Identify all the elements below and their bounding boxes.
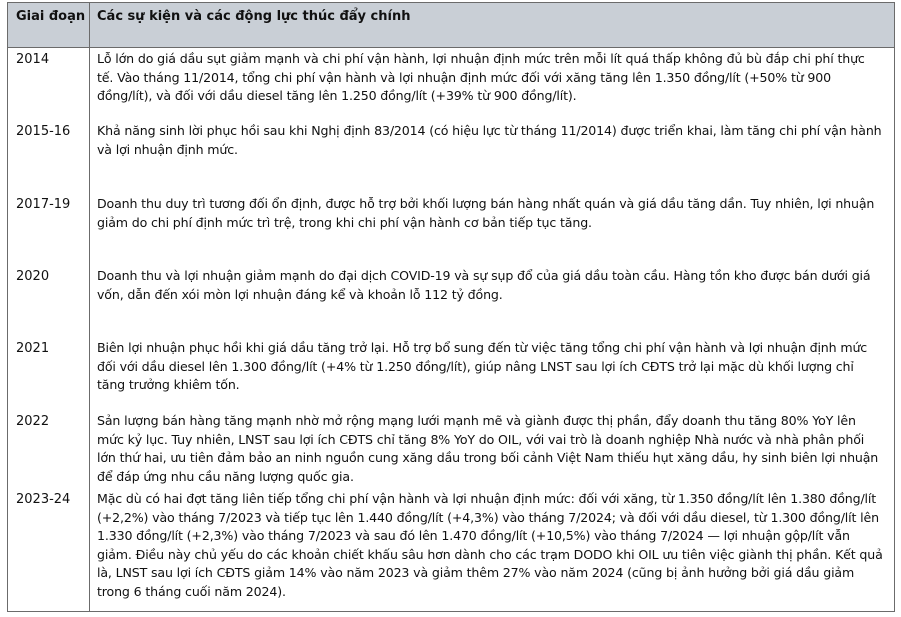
row-period: 2020 — [16, 269, 50, 284]
row-period: 2015-16 — [16, 124, 71, 139]
table-row — [8, 48, 894, 120]
events-table — [7, 2, 895, 612]
table-header — [8, 3, 894, 48]
table-row — [8, 410, 894, 488]
row-description: Khả năng sinh lời phục hồi sau khi Nghị định 83/2014 (có hiệu lực từ tháng 11/2014) được triển khai, làm tăng chi phí vận hành và lợi nhuận định mức. — [97, 123, 882, 157]
row-description: Sản lượng bán hàng tăng mạnh nhờ mở rộng mạng lưới mạnh mẽ và giành được thị phần, đẩy doanh thu tăng 80% YoY lên mức kỷ lục. Tuy nhiên, LNST sau lợi ích CĐTS chỉ tăng 8% YoY do OIL, với vai trò là doanh nghiệp Nhà nước và nhà phân phối lớn thứ hai, ưu tiên đảm bảo an ninh nguồn cung xăng dầu trong bối cảnh Việt Nam thiếu hụt xăng dầu, hy sinh biên lợi nhuận để đáp ứng nhu cầu năng lượng quốc gia. — [97, 413, 879, 484]
row-period: 2017-19 — [16, 197, 71, 212]
row-description: Doanh thu duy trì tương đối ổn định, được hỗ trợ bởi khối lượng bán hàng nhất quán và giá dầu tăng dần. Tuy nhiên, lợi nhuận giảm do chi phí định mức trì trệ, trong khi chi phí vận hành cơ bản tiếp tục tăng. — [97, 196, 875, 230]
table-row — [8, 488, 894, 611]
row-description: Lỗ lớn do giá dầu sụt giảm mạnh và chi phí vận hành, lợi nhuận định mức trên mỗi lít quá thấp không đủ bù đắp chi phí thực tế. Vào tháng 11/2014, tổng chi phí vận hành và lợi nhuận định mức đối với xăng tăng lên 1.350 đồng/lít (+50% từ 900 đồng/lít), và đối với dầu diesel tăng lên 1.250 đồng/lít (+39% từ 900 đồng/lít). — [97, 51, 865, 103]
table-row — [8, 265, 894, 337]
table-row — [8, 120, 894, 193]
row-period: 2023-24 — [16, 492, 71, 507]
table-row — [8, 337, 894, 410]
table-row — [8, 193, 894, 265]
header-period: Giai đoạn — [16, 9, 86, 24]
row-description: Mặc dù có hai đợt tăng liên tiếp tổng chi phí vận hành và lợi nhuận định mức: đối với xăng, từ 1.350 đồng/lít lên 1.380 đồng/lít (+2,2%) vào tháng 7/2023 và tiếp tục lên 1.440 đồng/lít (+4,3%) vào tháng 7/2024; và đối với dầu diesel, từ 1.300 đồng/lít lên 1.330 đồng/lít (+2,3%) vào tháng 7/2023 và sau đó lên 1.470 đồng/lít (+10,5%) vào tháng 7/2024 — lợi nhuận gộp/lít vẫn giảm. Điều này chủ yếu do các khoản chiết khấu sâu hơn dành cho các trạm DODO khi OIL ưu tiên việc giành thị phần. Kết quả là, LNST sau lợi ích CĐTS giảm 14% vào năm 2023 và giảm thêm 27% vào năm 2024 (cũng bị ảnh hưởng bởi giá dầu giảm trong 6 tháng cuối năm 2024). — [97, 491, 883, 599]
row-period: 2021 — [16, 341, 50, 356]
header-events: Các sự kiện và các động lực thúc đẩy chính — [97, 9, 411, 24]
row-description: Biên lợi nhuận phục hồi khi giá dầu tăng trở lại. Hỗ trợ bổ sung đến từ việc tăng tổng chi phí vận hành và lợi nhuận định mức đối với dầu diesel lên 1.300 đồng/lít (+4% từ 1.250 đồng/lít), giúp nâng LNST sau lợi ích CĐTS trở lại mặc dù khối lượng chỉ tăng trưởng khiêm tốn. — [97, 340, 868, 392]
row-period: 2014 — [16, 52, 50, 67]
row-period: 2022 — [16, 414, 50, 429]
row-description: Doanh thu và lợi nhuận giảm mạnh do đại dịch COVID-19 và sự sụp đổ của giá dầu toàn cầu. Hàng tồn kho được bán dưới giá vốn, dẫn đến xói mòn lợi nhuận đáng kể và khoản lỗ 112 tỷ đồng. — [97, 268, 871, 302]
